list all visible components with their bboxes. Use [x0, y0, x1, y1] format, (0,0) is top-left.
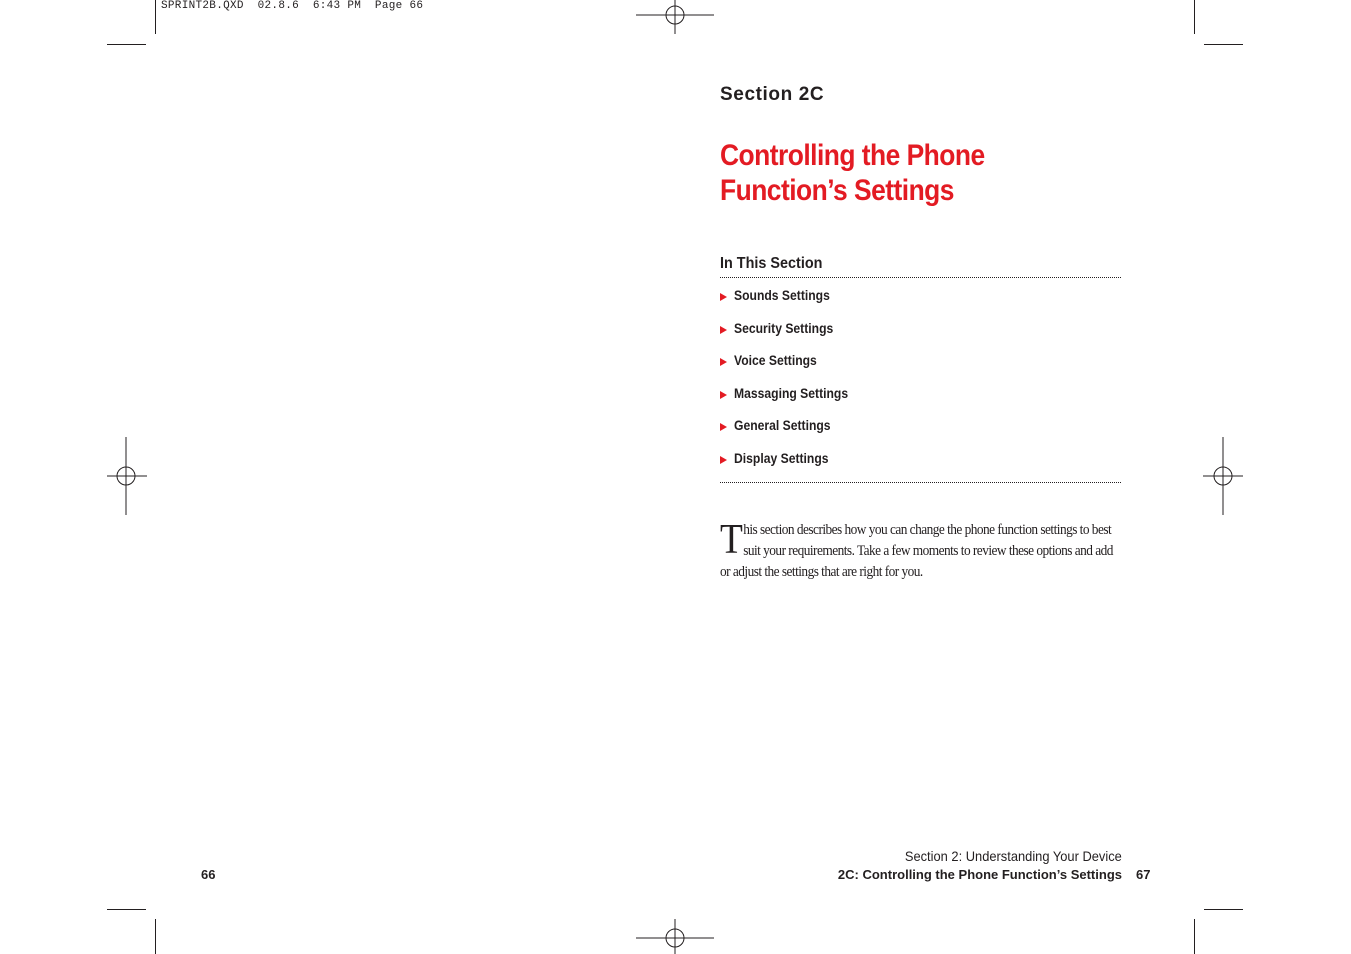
list-item-label: General Settings [734, 418, 831, 433]
list-item-label: Massaging Settings [734, 385, 849, 401]
list-item-label: Voice Settings [734, 353, 817, 368]
triangle-bullet-icon [720, 391, 727, 399]
list-item [720, 418, 861, 451]
triangle-bullet-icon [720, 456, 727, 464]
list-item [720, 321, 861, 354]
dotted-divider-top [720, 277, 1121, 278]
list-item [720, 353, 861, 386]
file-slug: SPRINT2B.QXD 02.8.6 6:43 PM Page 66 [161, 0, 424, 12]
list-item [720, 288, 861, 321]
list-item [720, 386, 861, 419]
page-number-left: 66 [201, 867, 216, 882]
triangle-bullet-icon [720, 358, 727, 366]
list-item-label: Display Settings [734, 450, 829, 466]
registration-mark-right [1203, 437, 1243, 515]
in-this-section-heading: In This Section [720, 255, 823, 272]
intro-text: his section describes how you can change the phone function settings to best suit your requirements. Take a few moments to review these options and add or adjust the settings that are right for you. [720, 522, 1113, 580]
dotted-divider-bottom [720, 482, 1121, 483]
footer-chapter-title: 2C: Controlling the Phone Function’s Settings [837, 867, 1122, 882]
registration-mark-bottom [636, 919, 714, 954]
list-item-label: Sounds Settings [734, 288, 830, 303]
page-title-line-2: Function’s Settings [720, 174, 954, 207]
section-contents-list [720, 288, 861, 483]
section-label: Section 2C [720, 84, 825, 105]
list-item [720, 451, 861, 484]
drop-cap: T [720, 517, 743, 563]
registration-mark-top [636, 0, 714, 34]
triangle-bullet-icon [720, 293, 727, 301]
page-title [720, 138, 1090, 208]
page-number-right: 67 [1136, 867, 1151, 882]
triangle-bullet-icon [720, 423, 727, 431]
footer-section-title: Section 2: Understanding Your Device [905, 848, 1122, 864]
registration-mark-left [107, 437, 147, 515]
triangle-bullet-icon [720, 326, 727, 334]
list-item-label: Security Settings [734, 320, 834, 336]
intro-paragraph [720, 517, 1116, 583]
page-title-line-1: Controlling the Phone [720, 139, 985, 172]
